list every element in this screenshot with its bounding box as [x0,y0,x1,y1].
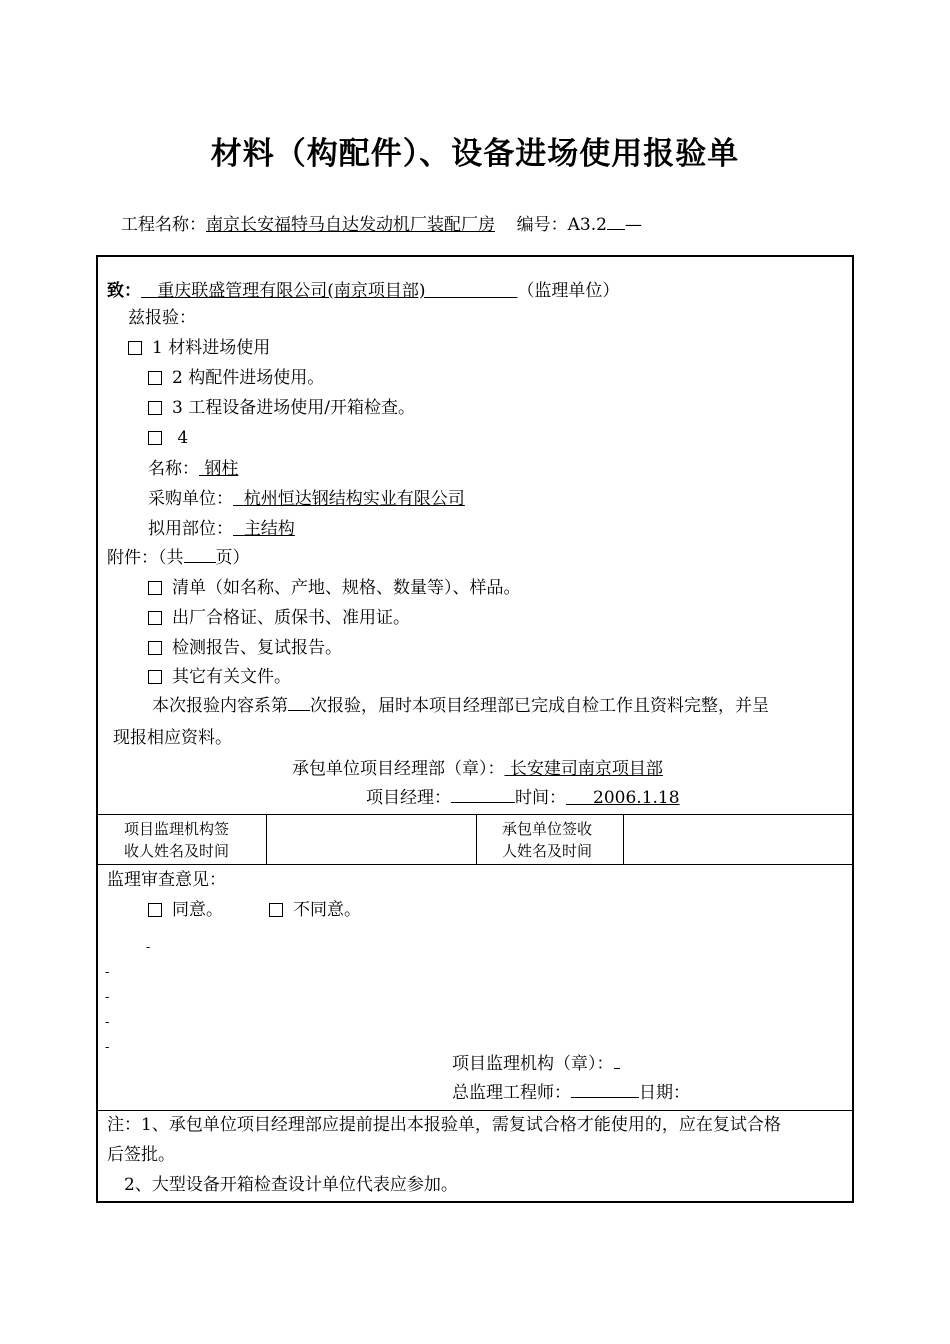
dash-mark: - [105,965,110,980]
material-name: 钢柱 [204,459,239,479]
option-item: 4 [148,427,188,449]
checkbox[interactable] [148,401,162,415]
attachment-item: 出厂合格证、质保书、准用证。 [148,607,410,629]
dash-mark: - [105,1015,110,1030]
note-line-1: 注：1、承包单位项目经理部应提前提出本报验单，需复试合格才能使用的，应在复试合格 [107,1115,781,1135]
agree-checkbox[interactable] [148,903,162,917]
divider [476,814,477,864]
location-name: 主结构 [243,519,295,539]
report-date: 2006.1.18 [593,788,680,808]
attachment-label: 附件：（共 页） [107,548,250,568]
supervisor-sign-label: 项目监理机构签 收人姓名及时间 [124,820,230,860]
project-label: 工程名称： [121,215,206,235]
unit-type: （监理单位） [517,281,620,301]
intro-text: 兹报验： [128,308,196,328]
form-frame [96,255,854,1203]
checkbox[interactable] [148,670,162,684]
material-name-line: 名称： 钢柱 [148,459,239,479]
dash-mark: - [146,940,151,955]
review-label: 监理审查意见： [107,870,226,890]
to-line [107,280,619,302]
divider [98,864,852,865]
contractor-sign-label: 承包单位签收 人姓名及时间 [502,820,593,860]
supervision-unit: 重庆联盛管理有限公司(南京项目部) [157,281,426,301]
dash-mark: - [105,990,110,1005]
manager-time-line: 项目经理： 时间： 2006.1.18 [366,788,680,808]
review-options: 同意。 不同意。 [148,899,361,921]
form-title: 材料（构配件）、设备进场使用报验单 [210,136,740,172]
disagree-checkbox[interactable] [269,903,283,917]
contractor-dept: 长安建司南京项目部 [509,759,663,779]
option-item: 3 工程设备进场使用/开箱检查。 [148,397,415,419]
number-blank [607,229,625,230]
dash-mark: - [105,1040,110,1055]
to-label: 致： [107,281,141,301]
option-item: 1 材料进场使用 [128,337,270,359]
checkbox[interactable] [148,581,162,595]
attachment-item: 检测报告、复试报告。 [148,637,342,659]
note-line-2: 后签批。 [107,1145,175,1165]
checkbox[interactable] [148,431,162,445]
project-line [121,210,642,235]
supervision-org-line: 项目监理机构（章）： [452,1053,620,1075]
statement-line-1: 本次报验内容系第 次报验，届时本项目经理部已完成自检工作且资料完整，并呈 [152,696,769,716]
chief-engineer-line: 总监理工程师： 日期： [452,1083,690,1103]
purchaser-line: 采购单位： 杭州恒达钢结构实业有限公司 [148,489,465,509]
divider [98,1110,852,1111]
statement-line-2: 现报相应资料。 [113,728,232,748]
attachment-item: 清单（如名称、产地、规格、数量等）、样品。 [148,577,521,599]
note-line-3: 2、大型设备开箱检查设计单位代表应参加。 [124,1175,458,1195]
number-label: 编号：A3.2 [516,215,607,235]
attachment-item: 其它有关文件。 [148,666,291,688]
project-name: 南京长安福特马自达发动机厂装配厂房 [206,215,495,235]
checkbox[interactable] [148,371,162,385]
location-line: 拟用部位： 主结构 [148,519,295,539]
checkbox[interactable] [148,641,162,655]
checkbox[interactable] [148,611,162,625]
purchaser-name: 杭州恒达钢结构实业有限公司 [243,489,465,509]
divider [266,814,267,864]
number-suffix: — [624,215,642,235]
contractor-dept-line: 承包单位项目经理部（章）： 长安建司南京项目部 [292,759,663,779]
checkbox[interactable] [128,341,142,355]
divider [98,814,852,815]
divider [623,814,624,864]
option-item: 2 构配件进场使用。 [148,367,324,389]
